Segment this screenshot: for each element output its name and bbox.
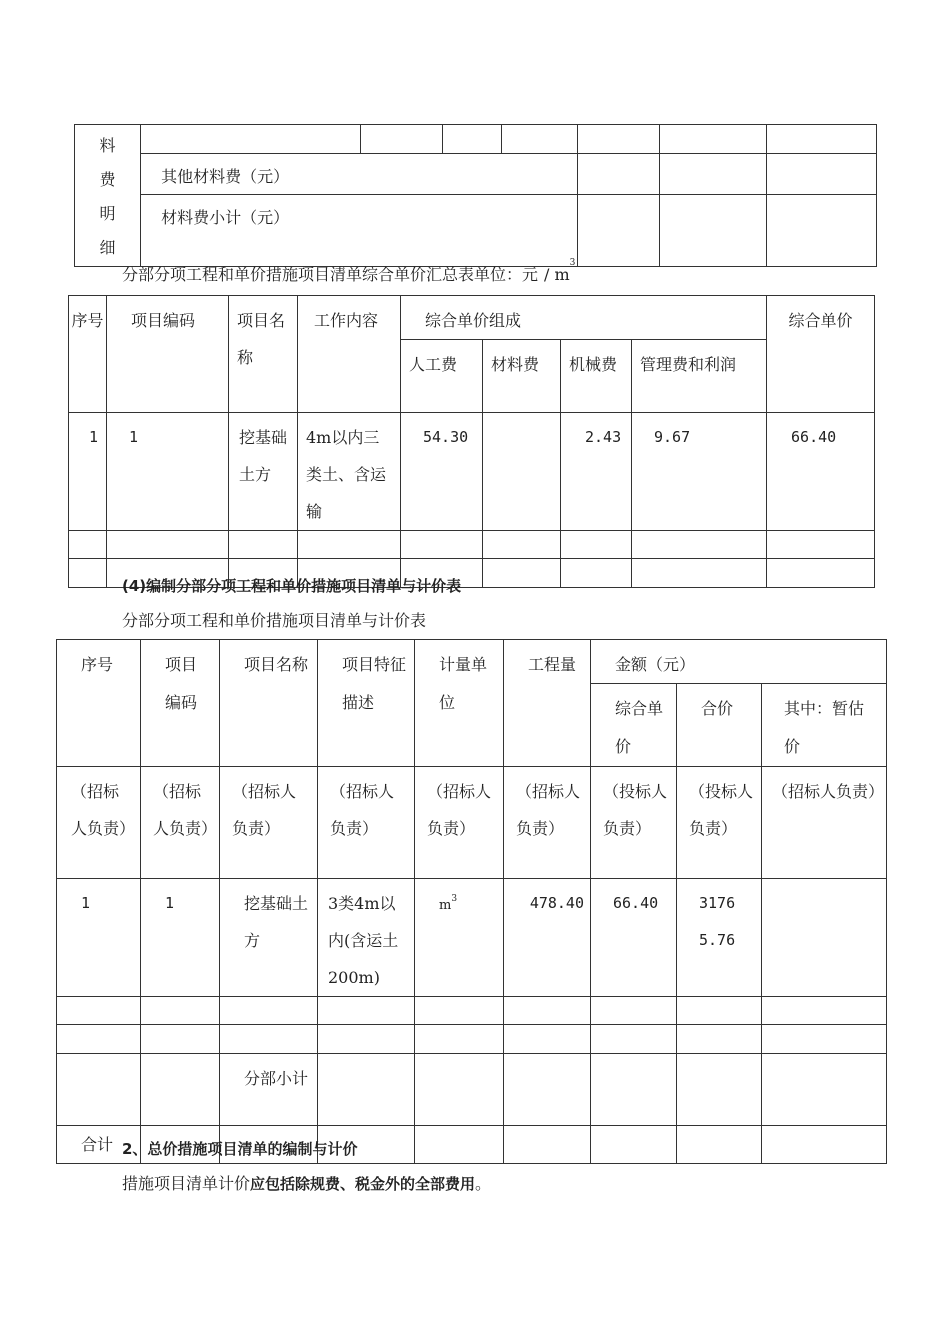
col-seq-header: 序号	[69, 296, 107, 413]
col-mgmt-header: 管理费和利润	[632, 340, 767, 413]
pricing-table	[56, 639, 887, 1164]
col-name-header: 项目名称	[229, 296, 298, 413]
section2-heading: 2、总价措施项目清单的编制与计价	[122, 1140, 358, 1158]
row-labor: 54.30	[401, 413, 483, 531]
pt-row-code: 1	[141, 879, 220, 997]
pt-resp-provisional: （招标人负责）	[762, 767, 887, 879]
pt-feature-header: 项目特征描述	[318, 640, 415, 767]
material-detail-table	[74, 124, 877, 267]
table2-caption: 分部分项工程和单价措施项目清单与计价表	[122, 611, 427, 630]
pt-row-total: 31765.76	[677, 879, 762, 997]
col-code-header: 项目编码	[107, 296, 229, 413]
pt-provisional-header: 其中：暂估价	[762, 684, 887, 767]
row-name: 挖基础土方	[229, 413, 298, 531]
pt-resp-unit: （招标人负责）	[415, 767, 504, 879]
material-subtotal-label: 材料费小计（元）	[141, 195, 578, 267]
row-machine: 2.43	[561, 413, 632, 531]
pt-resp-qty: （招标人负责）	[504, 767, 591, 879]
pt-code-header: 项目编码	[141, 640, 220, 767]
unit-price-summary-table	[68, 295, 875, 588]
col-total-header: 综合单价	[767, 296, 875, 413]
pt-resp-name: （招标人负责）	[220, 767, 318, 879]
col-labor-header: 人工费	[401, 340, 483, 413]
row-code: 1	[107, 413, 229, 531]
col-composition-header: 综合单价组成	[401, 296, 767, 340]
pt-resp-unit-price: （投标人负责）	[591, 767, 677, 879]
pt-grand-total-label: 合计	[57, 1126, 141, 1164]
pt-unit-header: 计量单位	[415, 640, 504, 767]
pt-row-unit: $m^3$	[415, 879, 504, 997]
pt-qty-header: 工程量	[504, 640, 591, 767]
pt-resp-feature: （招标人负责）	[318, 767, 415, 879]
row-total: 66.40	[767, 413, 875, 531]
row-material	[483, 413, 561, 531]
row-work: 4m以内三类土、含运输	[298, 413, 401, 531]
pt-resp-total: （投标人负责）	[677, 767, 762, 879]
pt-total-header: 合价	[677, 684, 762, 767]
pt-row-unit-price: 66.40	[591, 879, 677, 997]
material-side-label: 料 费 明 细	[75, 125, 141, 267]
col-material-header: 材料费	[483, 340, 561, 413]
pt-seq-header: 序号	[57, 640, 141, 767]
pt-subtotal-label: 分部小计	[220, 1054, 318, 1126]
pt-resp-code: （招标人负责）	[141, 767, 220, 879]
col-work-header: 工作内容	[298, 296, 401, 413]
pt-name-header: 项目名称	[220, 640, 318, 767]
pt-resp-seq: （招标人负责）	[57, 767, 141, 879]
row-mgmt: 9.67	[632, 413, 767, 531]
summary-caption: 分部分项工程和单价措施项目清单综合单价汇总表单位：元 / $m^3$	[122, 258, 576, 284]
pt-row-feature: 3类4m以内(含运土200m)	[318, 879, 415, 997]
other-material-label: 其他材料费（元）	[141, 154, 578, 195]
closing-paragraph: 措施项目清单计价应包括除规费、税金外的全部费用。	[122, 1174, 492, 1193]
pt-row-name: 挖基础土方	[220, 879, 318, 997]
pt-unit-price-header: 综合单价	[591, 684, 677, 767]
pt-amount-header: 金额（元）	[591, 640, 887, 684]
pt-row-qty: 478.40	[504, 879, 591, 997]
row-seq: 1	[69, 413, 107, 531]
section4-heading: (4)编制分部分项工程和单价措施项目清单与计价表	[122, 577, 462, 595]
pt-row-seq: 1	[57, 879, 141, 997]
col-machine-header: 机械费	[561, 340, 632, 413]
